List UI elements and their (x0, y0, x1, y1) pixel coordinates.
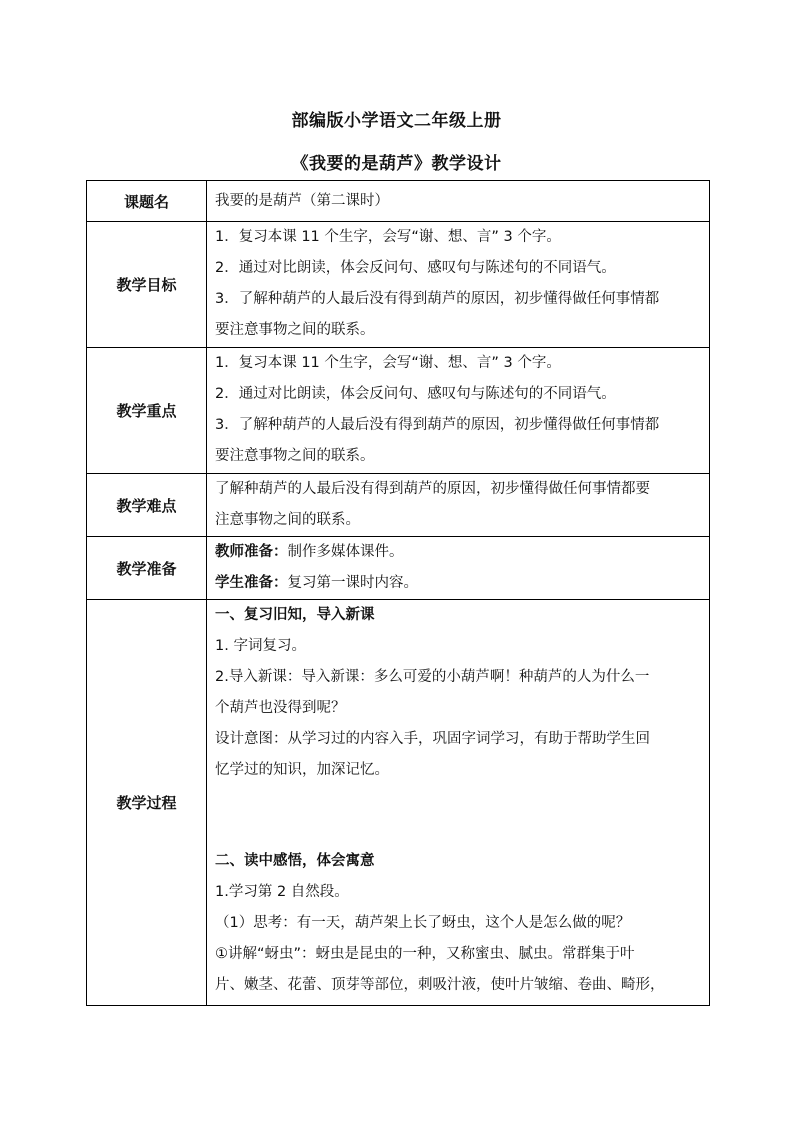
row-goals (87, 222, 710, 348)
teacher-prep-label: 教师准备： (215, 544, 288, 560)
process-line: 1. 字词复习。 (215, 638, 306, 654)
teacher-preparation (215, 537, 703, 568)
key-points-cell (207, 348, 710, 474)
section-heading: 一、复习旧知，导入新课 (215, 607, 375, 623)
row-key-points (87, 348, 710, 474)
topic-cell (207, 181, 710, 222)
goals-cell (207, 222, 710, 348)
process-line: ①讲解“蚜虫”：蚜虫是昆虫的一种，又称蜜虫、腻虫。常群集于叶 (215, 946, 635, 962)
topic-value: 我要的是葫芦（第二课时） (215, 192, 389, 209)
row-topic (87, 181, 710, 222)
preparation-label: 教学准备 (87, 537, 207, 600)
difficulties-cell (207, 474, 710, 537)
blank-space (215, 786, 703, 846)
key-point-item: 1．复习本课 11 个生字，会写“谢、想、言” 3 个字。 (215, 355, 561, 371)
process-line: 个葫芦也没得到呢？ (215, 700, 346, 716)
process-line: 2.导入新课：导入新课：多么可爱的小葫芦啊！种葫芦的人为什么一 (215, 669, 650, 685)
difficulties-label: 教学难点 (87, 474, 207, 537)
process-line: 设计意图：从学习过的内容入手，巩固字词学习，有助于帮助学生回 (215, 731, 650, 747)
lesson-plan-table (86, 180, 710, 1006)
process-cell (207, 600, 710, 1006)
row-preparation (87, 537, 710, 600)
key-point-item: 2．通过对比朗读，体会反问句、感叹句与陈述句的不同语气。 (215, 386, 616, 402)
goal-item: 要注意事物之间的联系。 (215, 322, 375, 338)
goal-item: 3．了解种葫芦的人最后没有得到葫芦的原因，初步懂得做任何事情都 (215, 291, 660, 307)
topic-label: 课题名 (87, 181, 207, 222)
row-difficulties (87, 474, 710, 537)
goals-label: 教学目标 (87, 222, 207, 348)
process-line: （1）思考：有一天，葫芦架上长了蚜虫，这个人是怎么做的呢？ (215, 915, 631, 931)
goal-item: 2．通过对比朗读，体会反问句、感叹句与陈述句的不同语气。 (215, 260, 616, 276)
lesson-title: 《我要的是葫芦》教学设计 (291, 154, 502, 174)
student-prep-value: 复习第一课时内容。 (287, 575, 418, 591)
teacher-prep-value: 制作多媒体课件。 (287, 544, 404, 560)
process-line: 片、嫩茎、花蕾、顶芽等部位，刺吸汁液，使叶片皱缩、卷曲、畸形， (215, 977, 665, 993)
student-prep-label: 学生准备： (215, 575, 288, 591)
difficulty-item: 注意事物之间的联系。 (215, 512, 360, 528)
row-process (87, 600, 710, 1006)
document-title: 部编版小学语文二年级上册 (291, 111, 502, 131)
section-heading: 二、读中感悟，体会寓意 (215, 853, 375, 869)
process-line: 忆学过的知识，加深记忆。 (215, 762, 389, 778)
goal-item: 1．复习本课 11 个生字，会写“谢、想、言” 3 个字。 (215, 229, 561, 245)
key-point-item: 要注意事物之间的联系。 (215, 448, 375, 464)
difficulty-item: 了解种葫芦的人最后没有得到葫芦的原因，初步懂得做任何事情都要 (215, 481, 650, 497)
key-points-label: 教学重点 (87, 348, 207, 474)
key-point-item: 3．了解种葫芦的人最后没有得到葫芦的原因，初步懂得做任何事情都 (215, 417, 660, 433)
process-label: 教学过程 (87, 600, 207, 1006)
student-preparation (215, 568, 703, 599)
process-line: 1.学习第 2 自然段。 (215, 884, 349, 900)
preparation-cell (207, 537, 710, 600)
